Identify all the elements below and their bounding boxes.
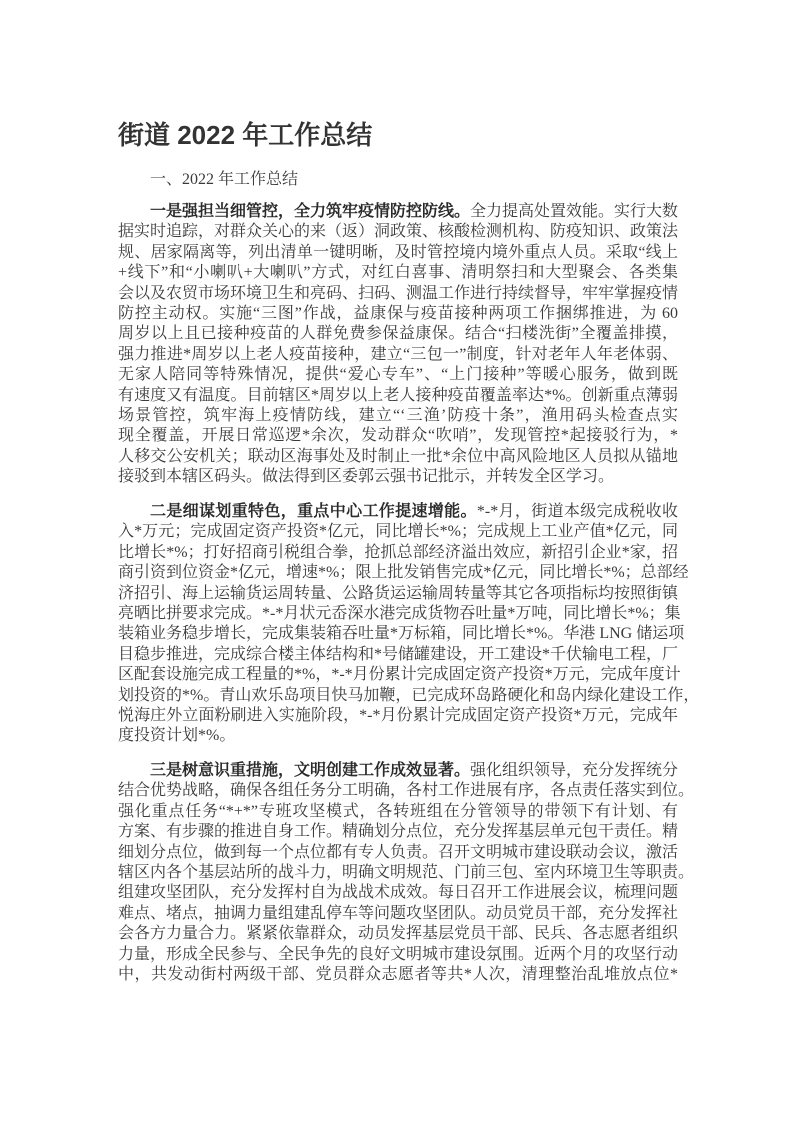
paragraph-line: 入*万元；完成固定资产投资*亿元，同比增长*%；完成规上工业产值*亿元，同 [118,523,678,541]
paragraph-lead-sentence: 二是细谋划重特色，重点中心工作提速增能。 [150,503,477,520]
paragraph-line: 悦海庄外立面粉刷进入实施阶段，*-*月份累计完成固定资产投资*万元，完成年 [118,706,678,724]
paragraph-text: *-*月，街道本级完成税收收 [476,503,678,520]
paragraph-line: 据实时追踪，对群众关心的来（返）洞政策、核酸检测机构、防疫知识、政策法 [118,223,679,241]
paragraph-line: 强力推进*周岁以上老人疫苗接种，建立“三包一”制度，针对老年人年老体弱、 [118,345,678,363]
paragraph-line: 区配套设施完成工程量的*%，*-*月份累计完成固定资产投资*万元，完成年度计 [118,666,681,684]
paragraph-line: 目稳步推进，完成综合楼主体结构和*号储罐建设，开工建设*千伏输电工程，厂 [118,645,679,663]
paragraph-text: 强化组织领导，充分发挥统分 [470,762,679,779]
paragraph-line: 结合优势战略，确保各组任务分工明确，各村工作进展有序，各点责任落实到位。 [118,782,695,800]
section-heading: 一、2022 年工作总结 [150,171,299,188]
paragraph-line: 接驳到本辖区码头。做法得到区委郭云强书记批示，并转发全区学习。 [118,468,615,486]
paragraph-line: 人移交公安机关；联动区海事处及时制止一批*余位中高风险地区人员拟从锚地 [118,447,678,465]
paragraph-line: 会以及农贸市场环境卫生和亮码、扫码、测温工作进行持续督导，牢牢掌握疫情 [118,284,679,302]
paragraph-line: +线下”和“小喇叭+大喇叭”方式，对红白喜事、清明祭扫和大型聚会、各类集 [118,264,678,282]
paragraph-lead-sentence: 三是树意识重措施，文明创建工作成效显著。 [150,762,471,779]
paragraph-line: 亮晒比拼要求完成。*-*月状元岙深水港完成货物吞吐量*万吨，同比增长*%；集 [118,604,681,622]
paragraph-line [118,761,678,781]
paragraph-line: 强化重点任务“*+*”专班攻坚模式，各转班组在分管领导的带领下有计划、有 [118,802,678,820]
document-title: 街道 2022 年工作总结 [118,120,373,150]
paragraph-line: 辖区内各个基层站所的战斗力，明确文明规范、门前三包、室内环境卫生等职责。 [118,863,695,881]
paragraph-line: 有速度又有温度。目前辖区*周岁以上老人接种疫苗覆盖率达*%。创新重点薄弱 [118,386,678,404]
paragraph-epidemic-control [118,202,678,487]
paragraph-line: 方案、有步骤的推进自身工作。精确划分点位，充分发挥基层单元包干责任。精 [118,823,679,841]
paragraph-line: 规、居家隔离等，列出清单一键明晰，及时管控境内境外重点人员。采取“线上 [118,243,678,261]
paragraph-line [118,202,678,222]
paragraph-text: 全力提高处置效能。实行大数 [470,203,679,220]
paragraph-line: 度投资计划*%。 [118,727,236,745]
paragraph-line: 会各方力量合力。紧紧依靠群众，动员发挥基层党员干部、民兵、各志愿者组织 [118,925,679,943]
paragraph-lead-sentence: 一是强担当细管控，全力筑牢疫情防控防线。 [150,203,471,220]
paragraph-economic-work [118,502,700,747]
paragraph-civilization-building [118,761,695,985]
paragraph-line: 周岁以上且已接种疫苗的人群免费参保益康保。结合“扫楼洗街”全覆盖排摸， [118,325,678,343]
paragraph-line: 济招引、海上运输货运周转量、公路货运运输周转量等其它各项指标均按照街镇 [118,584,679,602]
paragraph-line: 力量，形成全民参与、全民争先的良好文明城市建设氛围。近两个月的攻坚行动 [118,945,679,963]
paragraph-line: 组建攻坚团队，充分发挥村自为战战术成效。每日召开工作进展会议，梳理问题 [118,884,679,902]
paragraph-line: 商引资到位资金*亿元，增速*%；限上批发销售完成*亿元，同比增长*%；总部经 [118,564,689,582]
paragraph-line: 现全覆盖，开展日常巡逻*余次，发动群众“吹哨”，发现管控*起接驳行为，* [118,427,678,445]
paragraph-line: 难点、堵点，抽调力量组建乱停车等问题攻坚团队。动员党员干部，充分发挥社 [118,904,679,922]
paragraph-line: 无家人陪同等特殊情况，提供“爱心专车”、“上门接种”等暖心服务，做到既 [118,366,678,384]
paragraph-line: 比增长*%；打好招商引税组合拳，抢抓总部经济溢出效应，新招引企业*家，招 [118,543,678,561]
paragraph-line [118,502,678,522]
paragraph-line: 场景管控，筑牢海上疫情防线，建立“‘三渔’防疫十条”，渔用码头检查点实 [118,406,678,424]
paragraph-line: 装箱业务稳步增长，完成集装箱吞吐量*万标箱，同比增长*%。华港 LNG 储运项 [118,625,685,643]
paragraph-line: 防控主动权。实施“三图”作战，益康保与疫苗接种两项工作捆绑推进，为 60 [118,304,678,322]
paragraph-line: 中，共发动街村两级干部、党员群众志愿者等共*人次，清理整治乱堆放点位* [118,965,678,983]
paragraph-line: 细划分点位，做到每一个点位都有专人负责。召开文明城市建设联动会议，激活 [118,843,679,861]
paragraph-line: 划投资的*%。青山欢乐岛项目快马加鞭，已完成环岛路硬化和岛内绿化建设工作， [118,686,700,704]
